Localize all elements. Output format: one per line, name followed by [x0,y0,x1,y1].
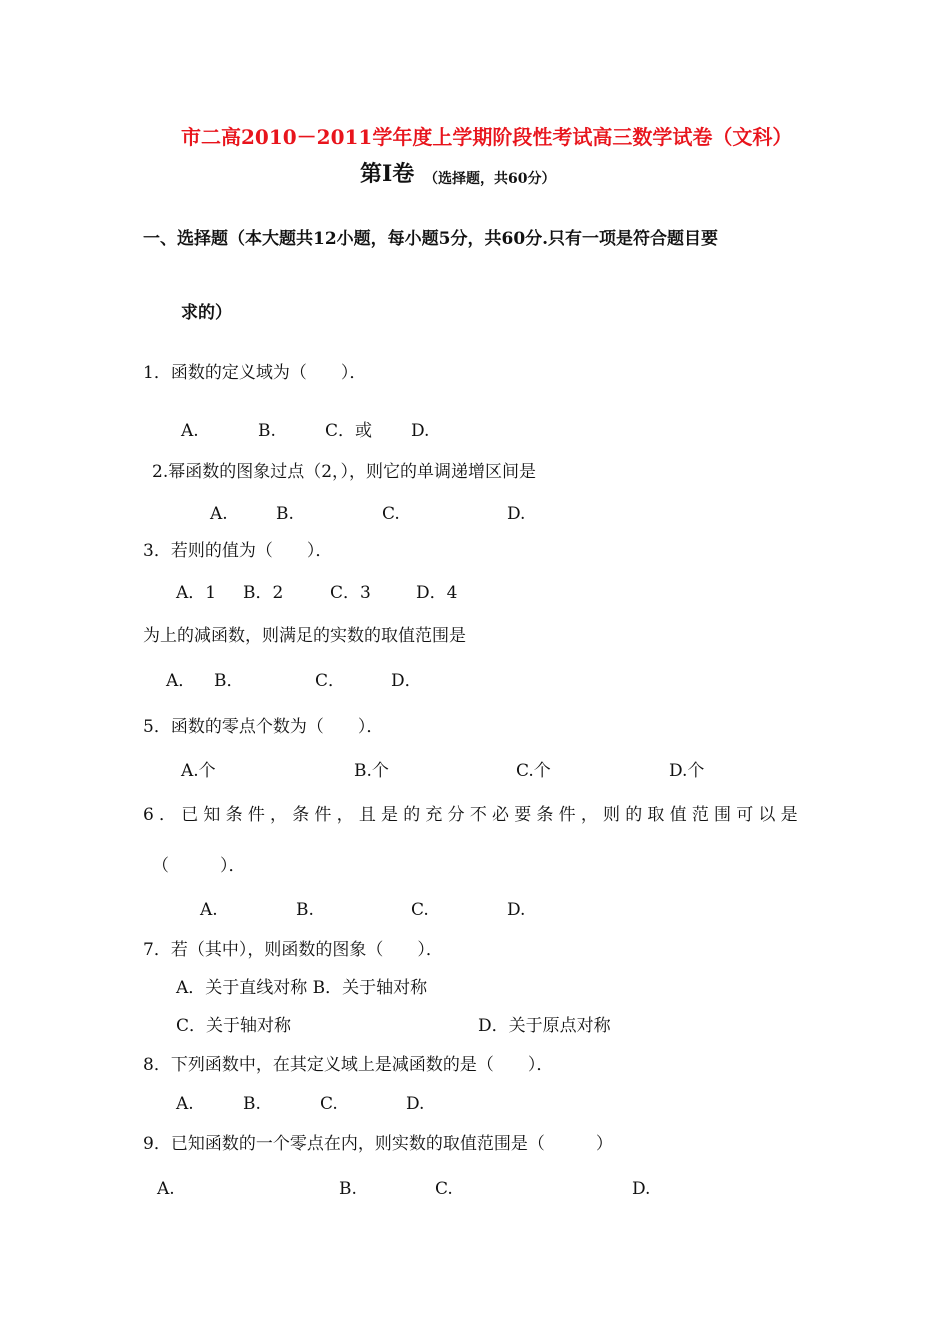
question-7-option-ab: A．关于直线对称 B．关于轴对称 [176,978,428,998]
question-1-option-a: A. [181,421,199,441]
question-6-option-d: D. [507,900,526,920]
question-6-option-b: B. [296,900,314,920]
question-1-option-d: D. [411,421,430,441]
question-3-option-d: D．4 [416,583,458,603]
question-6-option-a: A. [200,900,218,920]
question-5-stem: 5．函数的零点个数为（ ）． [143,717,384,737]
question-2-stem: 2.幂函数的图象过点（2，），则它的单调递增区间是 [152,462,537,482]
question-9-option-c: C. [435,1179,453,1199]
question-2-option-a: A. [210,504,228,524]
question-4-option-b: B． [214,671,244,691]
question-9-option-d: D. [632,1179,651,1199]
question-3-option-c: C．3 [330,583,371,603]
question-4-stem: 为上的减函数，则满足的实数的取值范围是 [143,626,466,646]
question-6-option-c: C. [411,900,429,920]
question-6-stem-line2: （ ）． [152,856,246,876]
question-5-option-c: C.个 [516,761,551,781]
question-2-option-c: C. [382,504,400,524]
question-5-option-a: A.个 [181,761,216,781]
question-8-option-b: B. [243,1094,261,1114]
question-6-stem-line1: 6．已知条件，条件，且是的充分不必要条件，则的取值范围可以是 [143,805,803,825]
question-7-stem: 7．若（其中），则函数的图象（ ）． [143,940,443,960]
part-note: （选择题，共60分） [424,171,556,187]
question-4-option-c: C． [315,671,346,691]
question-5-option-d: D.个 [669,761,705,781]
question-1-option-b: B. [258,421,276,441]
question-4-option-d: D． [391,671,422,691]
question-1-stem: 1．函数的定义域为（ ）． [143,363,367,383]
question-3-option-a: A．1 [176,583,217,603]
question-8-option-a: A. [176,1094,194,1114]
question-8-stem: 8．下列函数中，在其定义域上是减函数的是（ ）． [143,1055,554,1075]
exam-title: 市二高2010－2011学年度上学期阶段性考试高三数学试卷（文科） [181,125,793,149]
question-3-option-b: B．2 [243,583,284,603]
question-1-option-c: C．或 [325,421,373,441]
question-9-option-a: A. [157,1179,175,1199]
question-9-option-b: B. [339,1179,357,1199]
part-heading: 第I卷 [360,161,415,187]
question-4-option-a: A． [166,671,196,691]
question-8-option-c: C. [320,1094,338,1114]
question-2-option-d: D. [507,504,526,524]
question-8-option-d: D. [406,1094,425,1114]
question-7-option-c: C．关于轴对称 [176,1016,292,1036]
section-heading-line1: 一、选择题（本大题共12小题，每小题5分，共60分.只有一项是符合题目要 [143,229,719,249]
question-9-stem: 9．已知函数的一个零点在内，则实数的取值范围是（ ） [143,1134,613,1154]
question-7-option-d: D．关于原点对称 [478,1016,611,1036]
question-5-option-b: B.个 [354,761,389,781]
question-3-stem: 3．若则的值为（ ）． [143,541,333,561]
section-heading-line2: 求的） [181,303,232,323]
question-2-option-b: B. [276,504,294,524]
